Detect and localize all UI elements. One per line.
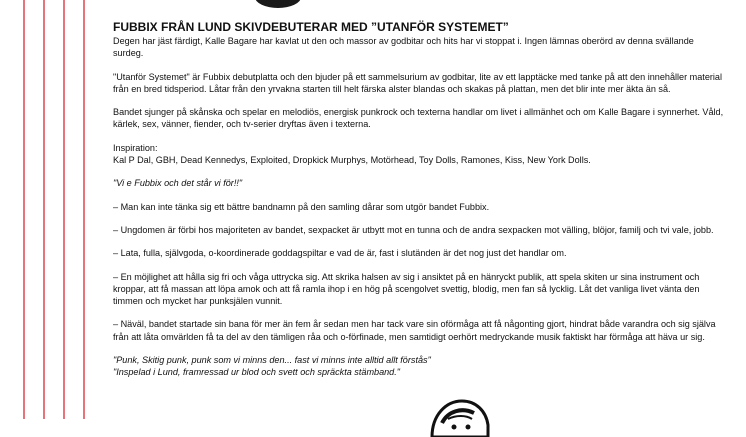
band-logo-fragment-icon (255, 0, 301, 8)
margin-line-3 (63, 0, 65, 419)
band-paragraph: Bandet sjunger på skånska och spelar en melodiös, energisk punkrock och texterna handlar om livet i allmänhet och om Kalle Bagare i synnerhet. Våld, kärlek, sex, vänner, fiender, och tv-serier dryftas även i texterna. (113, 107, 724, 130)
band-quote: "Vi e Fubbix och det står vi för!!" (113, 178, 243, 189)
intro-paragraph: Degen har jäst färdigt, Kalle Bagare har kavlat ut den och massor av godbitar och hits har vi stoppat i. Ingen lämnas oberörd av denna svällande surdeg. (113, 36, 694, 59)
margin-line-1 (23, 0, 25, 419)
album-paragraph: "Utanför Systemet" är Fubbix debutplatta och den bjuder på ett sammelsurium av godbitar, lite av ett lapptäcke med tanke på att den innehåller material från en bred tidsperiod. Låtar från den yrvakna starten till helt färska alster blandas och skakas på plattan, men det blir inte mer äkta än så. (113, 71, 723, 94)
margin-line-4 (83, 0, 85, 419)
lyric-line-1: "Punk, Skitig punk, punk som vi minns den... fast vi minns inte alltid allt förstås" (113, 355, 431, 366)
inspiration-list: Kal P Dal, GBH, Dead Kennedys, Exploited, Dropkick Murphys, Motörhead, Toy Dolls, Ramones, Kiss, New York Dolls. (113, 155, 591, 166)
margin-line-2 (43, 0, 45, 419)
inspiration-label: Inspiration: (113, 142, 158, 153)
caricature-drawing-icon (428, 397, 490, 437)
dash-paragraph-2: – Ungdomen är förbi hos majoriteten av bandet, sexpacket är utbytt mot en tunna och de andra sexpacken mot välling, blöjor, familj och tvi vale, jobb. (113, 224, 714, 235)
dash-paragraph-4: – En möjlighet att hålla sig fri och våga uttrycka sig. Att skrika halsen av sig i ansiktet på en hänryckt publik, att spela skiten ur sina instrument och kroppar, att få massan att löpa amok och att få ramla ihop i en hög på scengolvet svettig, blodig, men fan så lycklig. Låt det vanliga livet vänta den timmen och mycket har punksjälen vunnit. (113, 271, 700, 307)
dash-paragraph-3: – Lata, fulla, självgoda, o-koordinerade goddagspiltar e vad de är, fast i slutänden är det nog just det handlar om. (113, 248, 567, 259)
press-release-body (113, 20, 725, 379)
dash-paragraph-1: – Man kan inte tänka sig ett bättre bandnamn på den samling dårar som utgör bandet Fubbix. (113, 201, 490, 212)
dash-paragraph-5: – Näväl, bandet startade sin bana för mer än fem år sedan men har tack vare sin oförmåga att få någonting gjort, hindrat både varandra och sig själva från att låta omvärlden få ta del av den tämligen råa och o-förfinade, men samtidigt oerhört medryckande musik faktiskt har förmåga att häva ur sig. (113, 319, 716, 342)
headline: FUBBIX FRÅN LUND SKIVDEBUTERAR MED ”UTANFÖR SYSTEMET” (113, 20, 509, 34)
lyric-line-2: "Inspelad i Lund, framressad ur blod och svett och spräckta stämband." (113, 367, 400, 378)
